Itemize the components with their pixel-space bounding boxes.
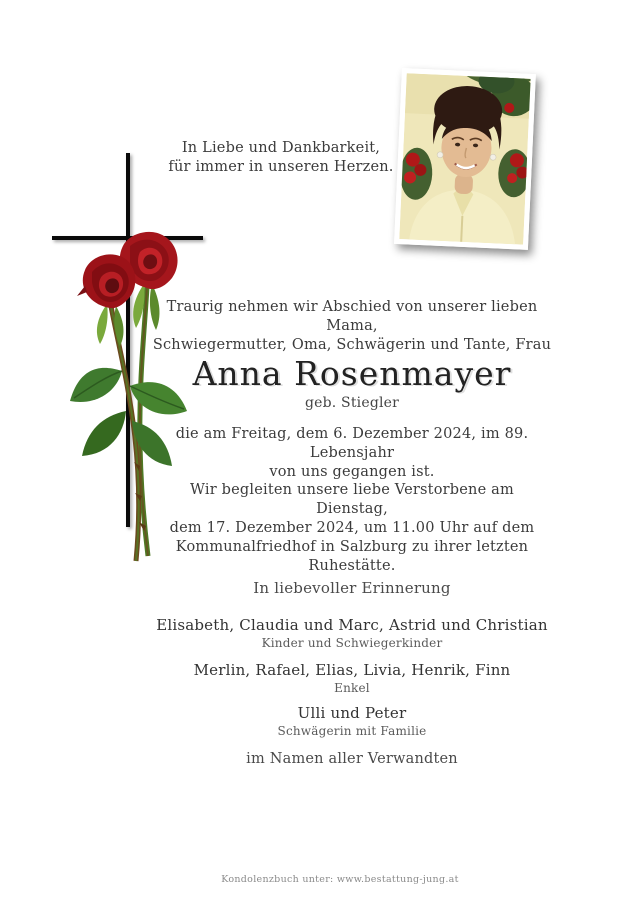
death-info	[152, 425, 552, 482]
funeral-info-line1: Wir begleiten unsere liebe Verstorbene am Dienstag,	[190, 482, 514, 517]
mourner-relation: Schwägerin mit Familie	[277, 724, 427, 738]
announcement-line2: Schwiegermutter, Oma, Schwägerin und Tante, Frau	[152, 337, 552, 353]
announcement-line1: Traurig nehmen wir Abschied von unserer lieben Mama,	[166, 299, 538, 334]
death-info-line2: von uns gegangen ist.	[269, 464, 435, 480]
red-roses-image	[52, 226, 208, 566]
death-info-line1: die am Freitag, dem 6. Dezember 2024, im 89. Lebensjahr	[175, 426, 529, 461]
mourner-group-inlaws	[152, 704, 552, 739]
mourner-names: Merlin, Rafael, Elias, Livia, Henrik, Finn	[193, 661, 511, 679]
funeral-info-line3: Kommunalfriedhof in Salzburg zu ihrer letzten Ruhestätte.	[175, 539, 529, 574]
mourner-names: Elisabeth, Claudia und Marc, Astrid und Christian	[156, 616, 548, 634]
funeral-info-line2: dem 17. Dezember 2024, um 11.00 Uhr auf dem	[169, 520, 535, 536]
mourner-relation: Kinder und Schwiegerkinder	[261, 636, 443, 650]
epigraph	[131, 139, 431, 177]
epigraph-line2: für immer in unseren Herzen.	[168, 159, 394, 175]
mourner-names: Ulli und Peter	[297, 704, 407, 722]
mourner-group-grandchildren	[152, 661, 552, 696]
deceased-name: Anna Rosenmayer	[192, 354, 512, 393]
remembrance-heading: In liebevoller Erinnerung	[253, 579, 451, 597]
closing-line: im Namen aller Verwandten	[246, 751, 458, 767]
mourner-relation: Enkel	[334, 681, 370, 695]
mourner-group-children	[152, 616, 552, 651]
funeral-info	[152, 481, 552, 576]
epigraph-line1: In Liebe und Dankbarkeit,	[181, 140, 381, 156]
condolence-book-link[interactable]: Kondolenzbuch unter: www.bestattung-jung.at	[221, 874, 459, 885]
announcement	[152, 298, 552, 355]
maiden-name: geb. Stiegler	[304, 395, 400, 411]
